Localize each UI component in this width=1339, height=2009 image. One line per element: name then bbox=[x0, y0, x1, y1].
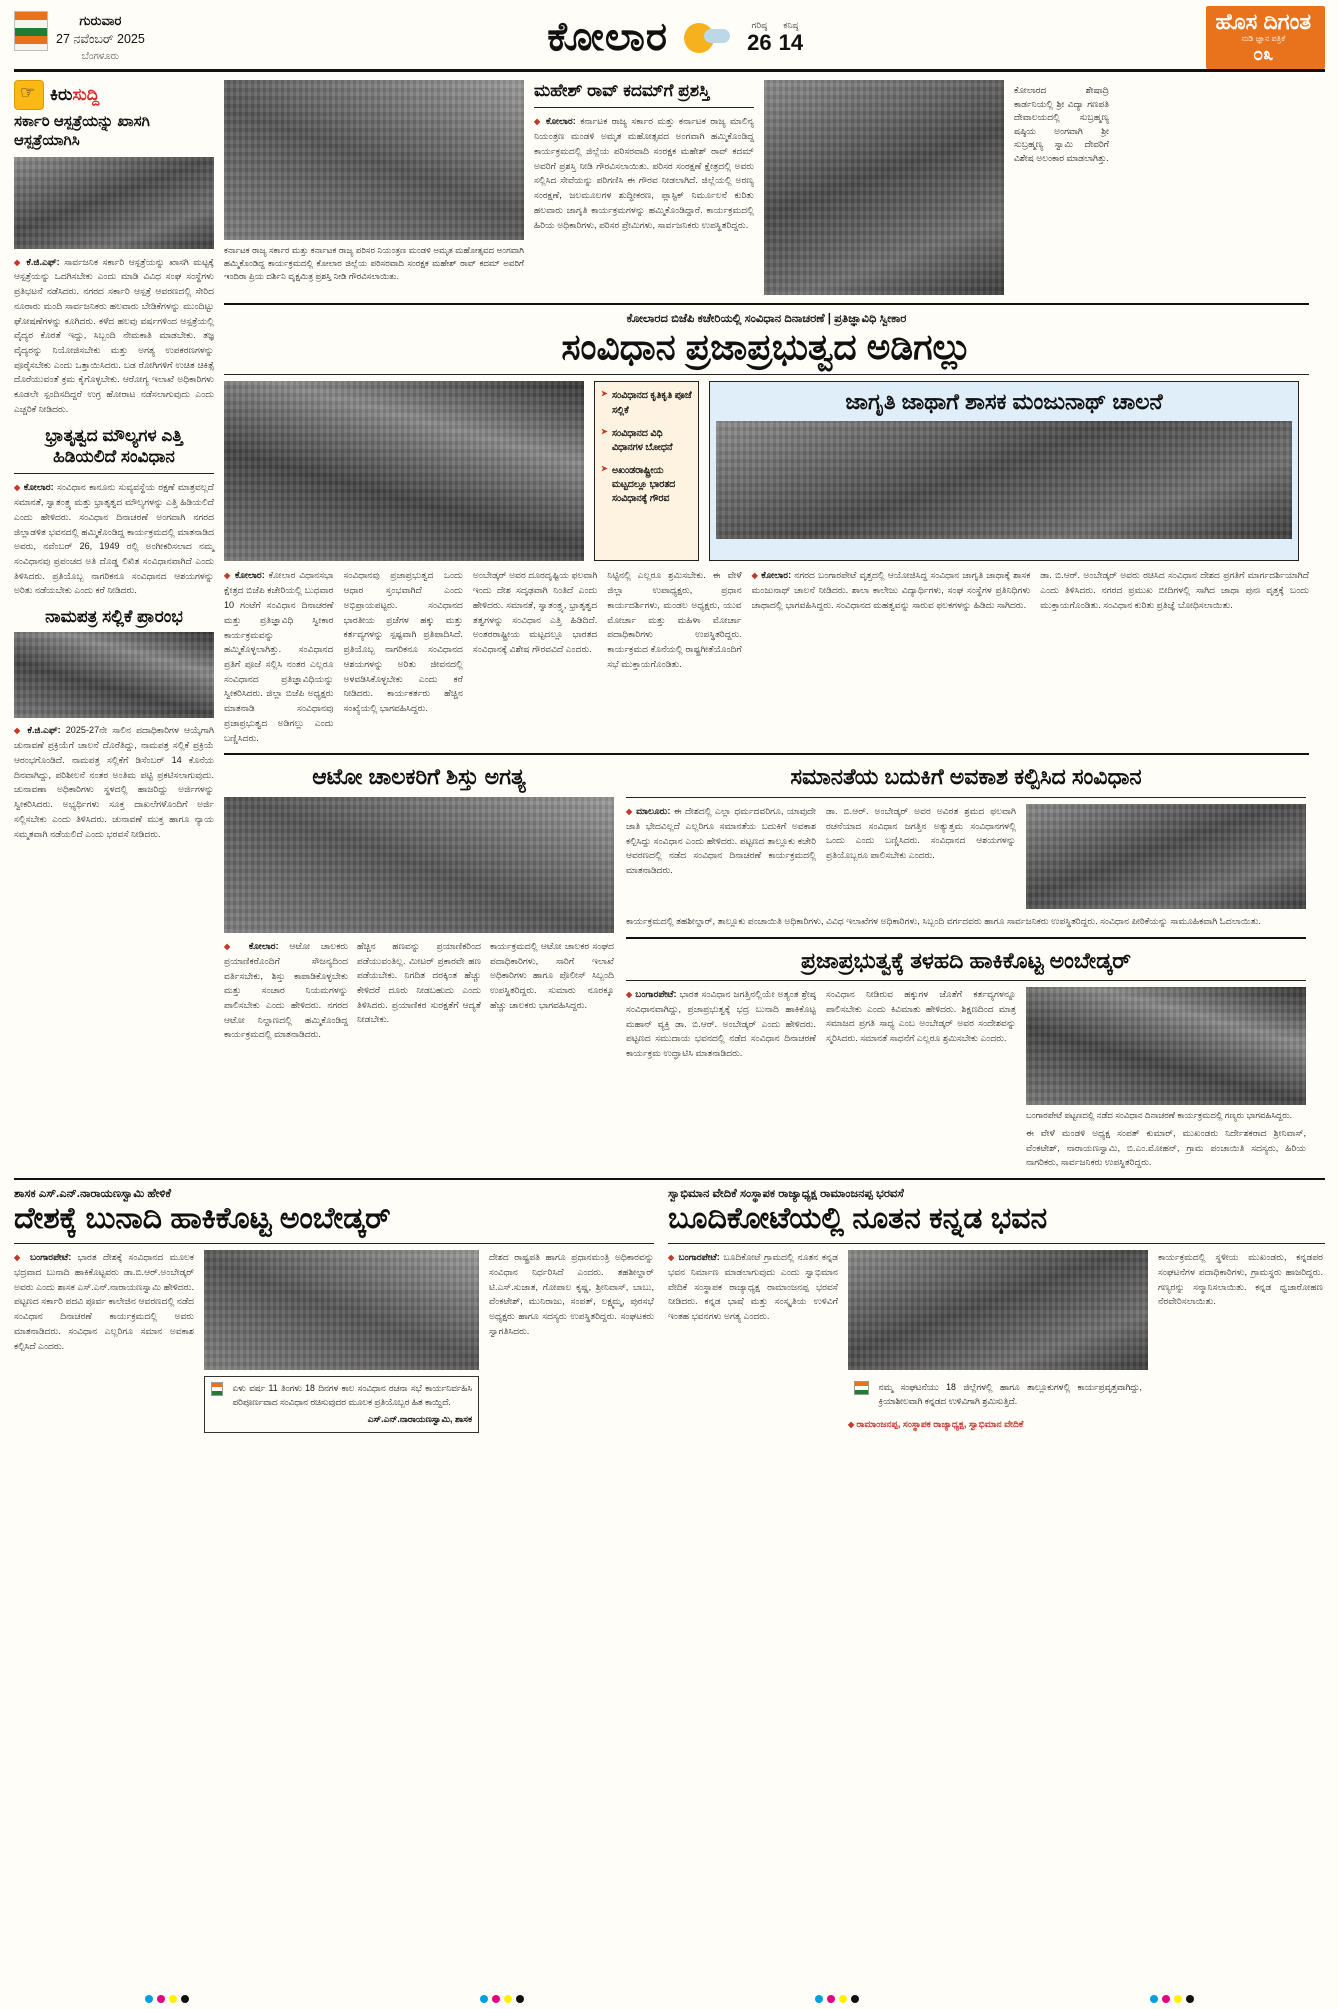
tricolour-icon bbox=[211, 1382, 223, 1396]
story2-body-text: ಸಂವಿಧಾನ ಕಾನೂನು ಸುವ್ಯವಸ್ಥೆಯ ರಕ್ಷಣೆ ಮಾತ್ರವಲ್ಲದೆ ಸಮಾನತೆ, ಸ್ವಾತಂತ್ರ್ಯ ಮತ್ತು ಭ್ರಾತೃತ್ವದ ಮೌಲ್ಯಗಳನ್ನು ಎತ್ತಿ ಹಿಡಿಯಲಿದೆ ಎಂದು ಹೇಳಿದರು. ಸಂವಿಧಾನ ದಿನಾಚರಣೆ ಅಂಗವಾಗಿ ನಗರದ ಜಿಲ್ಲಾಡಳಿತ ಭವನದಲ್ಲಿ ಹಮ್ಮಿಕೊಂಡಿದ್ದ ಕಾರ್ಯಕ್ರಮದಲ್ಲಿ ಮಾತನಾಡಿದ ಅವರು, ನವೆಂಬರ್ 26, 1949 ರಲ್ಲಿ ಅಂಗೀಕರಿಸಲಾದ ನಮ್ಮ ಸಂವಿಧಾನವು ಪ್ರಪಂಚದ ಅತಿ ದೊಡ್ಡ ಲಿಖಿತ ಸಂವಿಧಾನವಾಗಿದೆ ಎಂದು ತಿಳಿಸಿದರು. ಪ್ರತಿಯೊಬ್ಬ ನಾಗರಿಕನೂ ಸಂವಿಧಾನದ ಆಶಯಗಳನ್ನು ಅರಿತು ನಡೆಯಬೇಕು ಎಂದು ಕರೆ ನೀಡಿದರು. bbox=[14, 482, 215, 596]
top-photo-block bbox=[224, 80, 524, 295]
lead-points-list bbox=[601, 388, 692, 505]
lead-kicker: ಕೋಲಾರದ ಬಿಜೆಪಿ ಕಚೇರಿಯಲ್ಲಿ ಸಂವಿಧಾನ ದಿನಾಚರಣೆ | ಪ್ರತಿಜ್ಞಾವಿಧಿ ಸ್ವೀಕಾರ bbox=[626, 313, 907, 325]
masthead-date-text: 27 ನವೆಂಬರ್ 2025 bbox=[56, 32, 145, 47]
kirusudi-photo bbox=[14, 157, 214, 249]
bottom-left-headline: ದೇಶಕ್ಕೆ ಬುನಾದಿ ಹಾಕಿಕೊಟ್ಟ ಅಂಬೇಡ್ಕರ್ bbox=[14, 1202, 391, 1236]
divider-1 bbox=[14, 473, 214, 474]
bottom-right-story bbox=[668, 1188, 1325, 1433]
divider-5 bbox=[224, 753, 1309, 755]
temp-max bbox=[747, 20, 771, 55]
top-row bbox=[224, 80, 1309, 295]
divider-11 bbox=[668, 1243, 1325, 1244]
bottom-left-body-text-1: ಭಾರತ ದೇಶಕ್ಕೆ ಸಂವಿಧಾನದ ಮೂಲಕ ಭದ್ರವಾದ ಬುನಾದಿ ಹಾಕಿಕೊಟ್ಟವರು ಡಾ.ಬಿ.ಆರ್.ಅಂಬೇಡ್ಕರ್ ಅವರು ಎಂದು ಶಾಸಕ ಎಸ್.ಎನ್.ನಾರಾಯಣಸ್ವಾಮಿ ಹೇಳಿದರು. ಪಟ್ಟಣದ ಸರ್ಕಾರಿ ಪದವಿ ಪೂರ್ವ ಕಾಲೇಜಿನ ಆವರಣದಲ್ಲಿ ನಡೆದ ಸಂವಿಧಾನ ದಿನಾಚರಣೆ ಕಾರ್ಯಕ್ರಮದಲ್ಲಿ ಅವರು ಮಾತನಾಡಿದರು. ಸಂವಿಧಾನ ಎಲ್ಲರಿಗೂ ಸಮಾನ ಅವಕಾಶ ಕಲ್ಪಿಸಿದೆ ಎಂದರು. bbox=[14, 1252, 195, 1351]
brand-logo bbox=[1206, 6, 1325, 69]
ambedkar-mid-dateline: ◆ ಬಂಗಾರಪೇಟೆ: bbox=[626, 989, 677, 999]
divider-6 bbox=[626, 797, 1306, 798]
masthead-left bbox=[14, 11, 145, 64]
bottom-left-quote-box bbox=[204, 1376, 479, 1433]
ambedkar-mid-caption: ಬಂಗಾರಪೇಟೆ ಪಟ್ಟಣದಲ್ಲಿ ನಡೆದ ಸಂವಿಧಾನ ದಿನಾಚರಣೆ ಕಾರ್ಯಕ್ರಮದಲ್ಲಿ ಗಣ್ಯರು ಭಾಗವಹಿಸಿದ್ದರು. bbox=[1026, 1110, 1292, 1121]
bottom-right-headline: ಬೂದಿಕೋಟೆಯಲ್ಲಿ ನೂತನ ಕನ್ನಡ ಭವನ bbox=[668, 1202, 1048, 1236]
ambedkar-mid-photo bbox=[1026, 987, 1306, 1105]
kirusudi-headline: ಸರ್ಕಾರಿ ಆಸ್ಪತ್ರೆಯನ್ನು ಖಾಸಗಿ ಆಸ್ಪತ್ರೆಯಾಗಿಸಿ bbox=[14, 113, 150, 149]
divider-2 bbox=[534, 107, 754, 108]
samanate-photo-block bbox=[1026, 804, 1306, 909]
award-dateline: ◆ ಕೋಲಾರ: bbox=[534, 116, 576, 126]
pointing-hand-icon bbox=[14, 80, 44, 110]
kirusudi-badge bbox=[50, 85, 99, 105]
bottom-right-body-2: ಕಾರ್ಯಕ್ರಮದಲ್ಲಿ ಸ್ಥಳೀಯ ಮುಖಂಡರು, ಕನ್ನಡಪರ ಸಂಘಟನೆಗಳ ಪದಾಧಿಕಾರಿಗಳು, ಗ್ರಾಮಸ್ಥರು ಹಾಜರಿದ್ದರು. ಗಣ್ಯರನ್ನು ಸನ್ಮಾನಿಸಲಾಯಿತು. ಕನ್ನಡ ಧ್ವಜಾರೋಹಣ ನೆರವೇರಿಸಲಾಯಿತು. bbox=[1158, 1252, 1323, 1307]
divider-7 bbox=[626, 937, 1306, 939]
auto-story bbox=[224, 763, 614, 1170]
column-left bbox=[14, 80, 214, 1170]
bottom-left-body-1 bbox=[14, 1250, 194, 1433]
lead-upper bbox=[224, 381, 1309, 561]
ambedkar-mid-photo-block bbox=[1026, 987, 1306, 1170]
lead-photo-block bbox=[224, 381, 584, 561]
bottom-left-body-2: ದೇಶದ ರಾಷ್ಟ್ರಪತಿ ಹಾಗೂ ಪ್ರಧಾನಮಂತ್ರಿ ಅಧಿಕಾರವನ್ನು ಸಂವಿಧಾನ ನಿರ್ಧರಿಸಿದೆ ಎಂದರು. ತಹಶೀಲ್ದಾರ್ ಟಿ.ಎಸ್.ಸುಜಾತ, ಗೋಪಾಲ ಕೃಷ್ಣ, ಶ್ರೀನಿವಾಸ್, ಬಾಬು, ವೆಂಕಟೇಶ್, ಮುನಿರಾಜು, ಸಂಪತ್, ಲಕ್ಷ್ಮಮ್ಮ, ಪುರಸಭೆ ಅಧ್ಯಕ್ಷರು ಹಾಗೂ ಸದಸ್ಯರು ಉಪಸ್ಥಿತರಿದ್ದರು. ಸಂಘಟಕರು ಸ್ವಾಗತಿಸಿದರು. bbox=[489, 1252, 654, 1336]
divider-4 bbox=[224, 374, 1309, 375]
list-item: ➤ ಸಂವಿಧಾನದ ವಿಧಿ ವಿಧಾನಗಳ ಬೋಧನೆ bbox=[601, 426, 692, 454]
temp-min-value: 14 bbox=[778, 29, 804, 55]
jagruti-dateline: ◆ ಕೋಲಾರ: bbox=[752, 570, 791, 580]
bottom-band bbox=[14, 1188, 1325, 1433]
flag-icon bbox=[14, 11, 48, 51]
temple-photo bbox=[764, 80, 1004, 295]
bottom-right-body-text-1: ಬೂದಿಕೋಟೆ ಗ್ರಾಮದಲ್ಲಿ ನೂತನ ಕನ್ನಡ ಭವನ ನಿರ್ಮಾಣ ಮಾಡಲಾಗುವುದು ಎಂದು ಸ್ವಾಭಿಮಾನ ವೇದಿಕೆ ಸಂಸ್ಥಾಪಕ ರಾಜ್ಯಾಧ್ಯಕ್ಷ ರಾಮಾಂಜನಪ್ಪ ಭರವಸೆ ನೀಡಿದರು. ಕನ್ನಡ ಭಾಷೆ ಮತ್ತು ಸಂಸ್ಕೃತಿಯ ಉಳಿವಿಗೆ ಇಂತಹ ಭವನಗಳು ಅಗತ್ಯ ಎಂದರು. bbox=[668, 1252, 839, 1322]
temp-min-label: ಕನಿಷ್ಠ bbox=[783, 19, 799, 30]
jagruti-photo bbox=[716, 421, 1292, 539]
bottom-right-quote-text: ನಮ್ಮ ಸಂಘಟನೆಯು 18 ಜಿಲ್ಲೆಗಳಲ್ಲಿ ಹಾಗೂ ತಾಲ್ಲೂಕುಗಳಲ್ಲಿ ಕಾರ್ಯಪ್ರವೃತ್ತವಾಗಿದ್ದು, ಕ್ರಿಯಾಶೀಲವಾಗಿ ಕನ್ನಡದ ಉಳಿವಿಗಾಗಿ ಶ್ರಮಿಸುತ್ತಿದೆ. bbox=[878, 1382, 1142, 1406]
auto-body-3: ಕಾರ್ಯಕ್ರಮದಲ್ಲಿ ಆಟೋ ಚಾಲಕರ ಸಂಘದ ಪದಾಧಿಕಾರಿಗಳು, ಸಾರಿಗೆ ಇಲಾಖೆ ಅಧಿಕಾರಿಗಳು ಹಾಗೂ ಪೊಲೀಸ್ ಸಿಬ್ಬಂದಿ ಉಪಸ್ಥಿತರಿದ್ದರು. ಸುಮಾರು ನೂರಕ್ಕೂ ಹೆಚ್ಚು ಚಾಲಕರು ಭಾಗವಹಿಸಿದ್ದರು. bbox=[490, 940, 614, 1010]
divider-8 bbox=[626, 980, 1306, 981]
bottom-left-kicker: ಶಾಸಕ ಎಸ್.ಎನ್.ನಾರಾಯಣಸ್ವಾಮಿ ಹೇಳಿಕೆ bbox=[14, 1188, 172, 1201]
kirusudi-badge-2: ಸುದ್ದಿ bbox=[72, 85, 100, 104]
samanate-body-text-1: ಈ ದೇಶದಲ್ಲಿ ಎಲ್ಲಾ ಧರ್ಮದವರಿಗೂ, ಯಾವುದೇ ಜಾತಿ ಭೇದವಿಲ್ಲದೆ ಎಲ್ಲರಿಗೂ ಸಮಾನತೆಯ ಬದುಕಿಗೆ ಅವಕಾಶ ಕಲ್ಪಿಸಿದ್ದು ಸಂವಿಧಾನ ಎಂದು ಹೇಳಿದರು. ಪಟ್ಟಣದ ತಾಲ್ಲೂಕು ಕಚೇರಿ ಆವರಣದಲ್ಲಿ ನಡೆದ ಸಂವಿಧಾನ ದಿನಾಚರಣೆ ಕಾರ್ಯಕ್ರಮದಲ್ಲಿ ಮಾತನಾಡಿದರು. bbox=[626, 805, 817, 875]
column-main bbox=[224, 80, 1309, 1170]
lead-body-text-1: ಕೋಲಾರ ವಿಧಾನಸಭಾ ಕ್ಷೇತ್ರದ ಬಿಜೆಪಿ ಕಚೇರಿಯಲ್ಲಿ ಬುಧವಾರ 10 ಗಂಟೆಗೆ ಸಂವಿಧಾನ ದಿನಾಚರಣೆ ಮತ್ತು ಪ್ರತಿಜ್ಞಾವಿಧಿ ಸ್ವೀಕಾರ ಕಾರ್ಯಕ್ರಮವನ್ನು ಹಮ್ಮಿಕೊಳ್ಳಲಾಗಿತ್ತು. ಸಂವಿಧಾನದ ಪ್ರತಿಗೆ ಪೂಜೆ ಸಲ್ಲಿಸಿ ನಂತರ ಎಲ್ಲರೂ ಸಂವಿಧಾನದ ಪ್ರತಿಜ್ಞಾವಿಧಿಯನ್ನು ಸ್ವೀಕರಿಸಿದರು. ಜಿಲ್ಲಾ ಬಿಜೆಪಿ ಅಧ್ಯಕ್ಷರು ಮಾತನಾಡಿ ಸಂವಿಧಾನವು ಪ್ರಜಾಪ್ರಭುತ್ವದ ಅಡಿಗಲ್ಲು ಎಂದು ಬಣ್ಣಿಸಿದರು. bbox=[224, 570, 334, 743]
registration-marks bbox=[0, 1995, 1339, 2003]
temp-max-label: ಗರಿಷ್ಠ bbox=[751, 19, 768, 30]
samanate-headline: ಸಮಾನತೆಯ ಬದುಕಿಗೆ ಅವಕಾಶ ಕಲ್ಪಿಸಿದ ಸಂವಿಧಾನ bbox=[790, 764, 1142, 790]
auto-body-cols bbox=[224, 939, 614, 1042]
kirusudi-badge-1: ಕಿರು bbox=[50, 85, 73, 104]
divider-3 bbox=[224, 303, 1309, 305]
auto-photo bbox=[224, 797, 614, 933]
lead-story bbox=[224, 313, 1309, 745]
reg-mark-group bbox=[1150, 1995, 1194, 2003]
reg-mark-group bbox=[480, 1995, 524, 2003]
bottom-left-dateline: ◆ ಬಂಗಾರಪೇಟೆ: bbox=[14, 1252, 71, 1262]
cloud-icon bbox=[704, 29, 730, 43]
bottom-right-bullet bbox=[848, 1417, 1148, 1432]
masthead bbox=[14, 10, 1325, 72]
bottom-right-bullet-text: ◆ ರಾಮಾಂಜನಪ್ಪ, ಸಂಸ್ಥಾಪಕ ರಾಜ್ಯಾಧ್ಯಕ್ಷ, ಸ್ವಾಭಿಮಾನ ವೇದಿಕೆ bbox=[848, 1419, 1023, 1429]
auto-body-2: ಹೆಚ್ಚಿನ ಹಣವನ್ನು ಪ್ರಯಾಣಿಕರಿಂದ ಪಡೆಯುವಂತಿಲ್ಲ. ಮೀಟರ್ ಪ್ರಕಾರವೇ ಹಣ ಪಡೆಯಬೇಕು. ನಿಗದಿತ ದರಕ್ಕಿಂತ ಹೆಚ್ಚು ಕೇಳಿದರೆ ದೂರು ನೀಡಬಹುದು ಎಂದು ತಿಳಿಸಿದರು. ಪ್ರಯಾಣಿಕರ ಸುರಕ್ಷತೆಗೆ ಆದ್ಯತೆ ನೀಡಬೇಕು. bbox=[357, 940, 481, 1025]
award-photo-caption: ಕರ್ನಾಟಕ ರಾಜ್ಯ ಸರ್ಕಾರ ಮತ್ತು ಕರ್ನಾಟಕ ರಾಜ್ಯ ಪರಿಸರ ನಿಯಂತ್ರಣ ಮಂಡಳಿ ಅಮೃತ ಮಹೋತ್ಸವದ ಅಂಗವಾಗಿ ಹಮ್ಮಿಕೊಂಡಿದ್ದ ಕಾರ್ಯಕ್ರಮದಲ್ಲಿ ಕೋಲಾರ ಜಿಲ್ಲೆಯ ಪರಿಸರವಾದಿ ಸಂರಕ್ಷಕ ಮಹೇಶ್ ರಾವ್ ಕದಮ್ ಅವರಿಗೆ ಇಂದಿರಾ ಪ್ರಿಯ ದರ್ಶಿನಿ ವೃಕ್ಷಮಿತ್ರ ಪ್ರಶಸ್ತಿ ನೀಡಿ ಗೌರವಿಸಲಾಯಿತು. bbox=[224, 245, 524, 281]
ambedkar-mid-headline: ಪ್ರಜಾಪ್ರಭುತ್ವಕ್ಕೆ ತಳಹದಿ ಹಾಕಿಕೊಟ್ಟ ಅಂಬೇಡ್ಕರ್ bbox=[800, 947, 1131, 973]
bottom-right-dateline: ◆ ಬಂಗಾರಪೇಟೆ: bbox=[668, 1252, 720, 1262]
award-photo bbox=[224, 80, 524, 240]
masthead-date bbox=[56, 11, 145, 64]
samanate-text bbox=[626, 804, 1016, 909]
page-grid bbox=[14, 80, 1325, 1170]
award-body bbox=[534, 114, 754, 232]
divider-9 bbox=[14, 1178, 1325, 1180]
temple-caption-block bbox=[1014, 80, 1109, 295]
samanate-photo bbox=[1026, 804, 1306, 909]
ambedkar-mid-body-text-1: ಭಾರತ ಸಂವಿಧಾನ ಜಗತ್ತಿನಲ್ಲಿಯೇ ಅತ್ಯಂತ ಶ್ರೇಷ್ಠ ಸಂವಿಧಾನವಾಗಿದ್ದು, ಪ್ರಜಾಪ್ರಭುತ್ವಕ್ಕೆ ಭದ್ರ ಬುನಾದಿ ಹಾಕಿಕೊಟ್ಟ ಮಹಾನ್ ವ್ಯಕ್ತಿ ಡಾ. ಬಿ.ಆರ್. ಅಂಬೇಡ್ಕರ್ ಎಂದು ಹೇಳಿದರು. ಪಟ್ಟಣದ ಸಮುದಾಯ ಭವನದಲ್ಲಿ ನಡೆದ ಸಂವಿಧಾನ ದಿನಾಚರಣೆ ಕಾರ್ಯಕ್ರಮ ಉದ್ಘಾಟಿಸಿ ಮಾತನಾಡಿದರು. bbox=[626, 989, 817, 1059]
lead-body-3: ಅಂಬೇಡ್ಕರ್ ಅವರ ದೂರದೃಷ್ಟಿಯ ಫಲವಾಗಿ ಇಂದು ದೇಶ ಸದೃಢವಾಗಿ ನಿಂತಿದೆ ಎಂದು ಹೇಳಿದರು. ಸಮಾನತೆ, ಸ್ವಾತಂತ್ರ್ಯ, ಭ್ರಾತೃತ್ವದ ತತ್ವಗಳನ್ನು ಸಂವಿಧಾನ ಎತ್ತಿ ಹಿಡಿದಿದೆ. ಅಂತರರಾಷ್ಟ್ರೀಯ ಮಟ್ಟದಲ್ಲೂ ಭಾರತದ ಸಂವಿಧಾನಕ್ಕೆ ವಿಶೇಷ ಗೌರವವಿದೆ ಎಂದರು. bbox=[472, 570, 598, 655]
temple-caption: ಕೋಲಾರದ ಶೇಷಾದ್ರಿ ಕಾರ್ಡನಿಯಲ್ಲಿ ಶ್ರೀ ವಿದ್ಯಾ ಗಣಪತಿ ದೇವಾಲಯದಲ್ಲಿ ಸುಬ್ರಹ್ಮಣ್ಯ ಷಷ್ಠಿಯ ಅಂಗವಾಗಿ ಶ್ರೀ ಸುಬ್ರಹ್ಮಣ್ಯ ಸ್ವಾಮಿ ದೇವರಿಗೆ ವಿಶೇಷ ಅಲಂಕಾರ ಮಾಡಲಾಗಿತ್ತು. bbox=[1014, 85, 1109, 163]
samanate-cols bbox=[626, 804, 1016, 878]
story3-dateline: ◆ ಕೆ.ಜಿ.ಎಫ್: bbox=[14, 725, 61, 735]
bottom-right-row bbox=[668, 1250, 1325, 1432]
kirusudi-body bbox=[14, 255, 214, 417]
bottom-left-quote-text: ಏಳು ವರ್ಷ 11 ತಿಂಗಳು 18 ದಿನಗಳ ಕಾಲ ಸಂವಿಧಾನ ರಚನಾ ಸಭೆ ಕಾರ್ಯನಿರ್ವಹಿಸಿ ಪರಿಪೂರ್ಣವಾದ ಸಂವಿಧಾನ ರಚಿಸುವುದರ ಮೂಲಕ ಪ್ರತಿಯೊಬ್ಬರ ಹಿತ ಕಾಯ್ದಿದೆ. bbox=[232, 1383, 472, 1407]
lead-body-2: ಸಂವಿಧಾನವು ಪ್ರಜಾಪ್ರಭುತ್ವದ ಒಂದು ಆಧಾರ ಸ್ತಂಭವಾಗಿದೆ ಎಂದು ಅಭಿಪ್ರಾಯಪಟ್ಟರು. ಸಂವಿಧಾನದ ಭಾರತೀಯ ಪ್ರಜೆಗಳ ಹಕ್ಕು ಮತ್ತು ಕರ್ತವ್ಯಗಳನ್ನು ಸ್ಪಷ್ಟವಾಗಿ ಪ್ರತಿಪಾದಿಸಿದೆ. ಪ್ರತಿಯೊಬ್ಬ ನಾಗರಿಕನೂ ಸಂವಿಧಾನದ ಆಶಯಗಳನ್ನು ಅರಿತು ಜೀವನದಲ್ಲಿ ಅಳವಡಿಸಿಕೊಳ್ಳಬೇಕು ಎಂದು ಕರೆ ನೀಡಿದರು. ಕಾರ್ಯಕರ್ತರು ಹೆಚ್ಚಿನ ಸಂಖ್ಯೆಯಲ್ಲಿ ಭಾಗವಹಿಸಿದ್ದರು. bbox=[343, 570, 463, 713]
bottom-right-quote-box bbox=[848, 1376, 1148, 1413]
samanate-row bbox=[626, 804, 1306, 909]
bottom-right-photo-block bbox=[848, 1250, 1148, 1432]
auto-headline: ಆಟೋ ಚಾಲಕರಿಗೆ ಶಿಸ್ತು ಅಗತ್ಯ bbox=[312, 764, 526, 790]
story3-headline: ನಾಮಪತ್ರ ಸಲ್ಲಿಕೆ ಪ್ರಾರಂಭ bbox=[45, 607, 183, 627]
kirusudi-body-text: ಸಾರ್ವಜನಿಕ ಸರ್ಕಾರಿ ಆಸ್ಪತ್ರೆಯನ್ನು ಖಾಸಗಿ ಮಟ್ಟಕ್ಕೆ ಆಸ್ಪತ್ರೆಯನ್ನು ಒದಗಿಸಬೇಕು ಎಂದು ಮಾಡಿ ವಿವಿಧ ಸಂಘ ಸಂಸ್ಥೆಗಳು ಪ್ರತಿಭಟನೆ ನಡೆಸಿದರು. ನಗರದ ಸರ್ಕಾರಿ ಆಸ್ಪತ್ರೆ ಆವರಣದಲ್ಲಿ ಸೇರಿದ ನೂರಾರು ಮಂದಿ ಸಾರ್ವಜನಿಕರು ಹಲವಾರು ಬೇಡಿಕೆಗಳನ್ನು ಮುಂದಿಟ್ಟು ಘೋಷಣೆಗಳನ್ನು ಕೂಗಿದರು. ಕಳೆದ ಹಲವು ವರ್ಷಗಳಿಂದ ಆಸ್ಪತ್ರೆಯಲ್ಲಿ ವೈದ್ಯರ ಕೊರತೆ ಇದ್ದು, ಸಿಬ್ಬಂದಿ ನೇಮಕಾತಿ ಮಾಡಬೇಕು. ತಜ್ಞ ವೈದ್ಯರನ್ನು ನಿಯೋಜಿಸಬೇಕು ಮತ್ತು ಅಗತ್ಯ ಉಪಕರಣಗಳನ್ನು ಪೂರೈಸಬೇಕು ಎಂದು ಒತ್ತಾಯಿಸಿದರು. ಬಡ ರೋಗಿಗಳಿಗೆ ಉಚಿತ ಚಿಕಿತ್ಸೆ ದೊರೆಯುವಂತೆ ಕ್ರಮ ಕೈಗೊಳ್ಳಬೇಕು. ಆರೋಗ್ಯ ಇಲಾಖೆ ಅಧಿಕಾರಿಗಳು ಕೂಡಲೇ ಸ್ಪಂದಿಸದಿದ್ದರೆ ಉಗ್ರ ಹೋರಾಟ ನಡೆಸಲಾಗುವುದು ಎಂದು ಎಚ್ಚರಿಕೆ ನೀಡಿದರು. bbox=[14, 256, 214, 414]
tricolour-icon bbox=[854, 1381, 869, 1395]
jagruti-body-1 bbox=[752, 568, 1031, 745]
masthead-place: ಬೆಂಗಳೂರು bbox=[81, 51, 120, 63]
story2-body bbox=[14, 480, 214, 598]
award-headline: ಮಹೇಶ್ ರಾವ್ ಕದಮ್‌ಗೆ ಪ್ರಶಸ್ತಿ bbox=[534, 81, 710, 100]
right-band bbox=[626, 763, 1306, 1170]
bottom-right-body-1 bbox=[668, 1250, 838, 1432]
auto-dateline: ◆ ಕೋಲಾರ: bbox=[224, 941, 279, 951]
list-item: ➤ ಅಖಂಡರಾಷ್ಟ್ರೀಯ ಮಟ್ಟದಲ್ಲೂ ಭಾರತದ ಸಂವಿಧಾನಕ್ಕೆ ಗೌರವ bbox=[601, 463, 692, 505]
reg-mark-group bbox=[145, 1995, 189, 2003]
samanate-body-2: ಡಾ. ಬಿ.ಆರ್. ಅಂಬೇಡ್ಕರ್ ಅವರ ಅವಿರತ ಶ್ರಮದ ಫಲವಾಗಿ ರಚನೆಯಾದ ಸಂವಿಧಾನ ಜಗತ್ತಿನ ಅತ್ಯುತ್ತಮ ಸಂವಿಧಾನಗಳಲ್ಲಿ ಒಂದು ಎಂದು ಬಣ್ಣಿಸಿದರು. ಸಂವಿಧಾನದ ಆಶಯಗಳನ್ನು ಪ್ರತಿಯೊಬ್ಬರೂ ಪಾಲಿಸಬೇಕು ಎಂದರು. bbox=[826, 805, 1016, 860]
brand-tagline: ನುಡಿ ಜ್ಞಾನ ಪತ್ರಿಕೆ bbox=[1241, 34, 1286, 44]
ambedkar-mid-row bbox=[626, 987, 1306, 1170]
bottom-left-row bbox=[14, 1250, 654, 1433]
page-number: ೦೩ bbox=[1253, 44, 1274, 65]
ambedkar-mid-body-3: ಈ ವೇಳೆ ಮಂಡಳಿ ಅಧ್ಯಕ್ಷ ಸಂಪತ್ ಕುಮಾರ್, ಮುಖಂಡರು ನಿರ್ದೇಶಕರಾದ ಶ್ರೀನಿವಾಸ್, ವೆಂಕಟೇಶ್, ನಾರಾಯಣಸ್ವಾಮಿ, ಬಿ.ಎಂ.ಮೋಹನ್, ಗ್ರಾಮ ಪಂಚಾಯಿತಿ ಸದಸ್ಯರು, ಹಿರಿಯ ನಾಗರಿಕರು, ಸಾರ್ವಜನಿಕರು ಉಪಸ್ಥಿತರಿದ್ದರು. bbox=[1026, 1127, 1306, 1168]
story3-body-text: 2025-27ನೇ ಸಾಲಿನ ಪದಾಧಿಕಾರಿಗಳ ಆಯ್ಕೆಗಾಗಿ ಚುನಾವಣೆ ಪ್ರಕ್ರಿಯೆಗೆ ಚಾಲನೆ ದೊರೆತಿದ್ದು, ನಾಮಪತ್ರ ಸಲ್ಲಿಕೆ ಪ್ರಕ್ರಿಯೆ ಆರಂಭಗೊಂಡಿದೆ. ನಾಮಪತ್ರ ಸಲ್ಲಿಕೆಗೆ ಡಿಸೆಂಬರ್ 14 ಕೊನೆಯ ದಿನವಾಗಿದ್ದು, ಪರಿಶೀಲನೆ ನಂತರ ಅಂತಿಮ ಪಟ್ಟಿ ಪ್ರಕಟಿಸಲಾಗುವುದು. ಚುನಾವಣಾ ಅಧಿಕಾರಿಗಳು ಸ್ಥಳದಲ್ಲಿ ಹಾಜರಿದ್ದು ಅರ್ಜಿಗಳನ್ನು ಸ್ವೀಕರಿಸಿದರು. ಅಭ್ಯರ್ಥಿಗಳು ಸೂಕ್ತ ದಾಖಲೆಗಳೊಂದಿಗೆ ಅರ್ಜಿ ಸಲ್ಲಿಸಬೇಕು ಎಂದು ತಿಳಿಸಿದರು. ಚುನಾವಣೆ ಮುಕ್ತ ಹಾಗೂ ನ್ಯಾಯ ಸಮ್ಮತವಾಗಿ ನಡೆಯಲಿದೆ ಎಂದು ಭರವಸೆ ನೀಡಿದರು. bbox=[14, 725, 215, 839]
temp-min bbox=[779, 20, 803, 55]
award-body-text: ಕರ್ನಾಟಕ ರಾಜ್ಯ ಸರ್ಕಾರ ಮತ್ತು ಕರ್ನಾಟಕ ರಾಜ್ಯ ಮಾಲಿನ್ಯ ನಿಯಂತ್ರಣ ಮಂಡಳಿ ಅಮೃತ ಮಹೋತ್ಸವದ ಅಂಗವಾಗಿ ಹಮ್ಮಿಕೊಂಡಿದ್ದ ಕಾರ್ಯಕ್ರಮದಲ್ಲಿ ಜಿಲ್ಲೆಯ ಪರಿಸರವಾದಿ ಸಂರಕ್ಷಕ ಮಹೇಶ್ ರಾವ್ ಕದಮ್ ಅವರಿಗೆ ಪ್ರಶಸ್ತಿ ನೀಡಿ ಗೌರವಿಸಲಾಯಿತು. ಪರಿಸರ ಸಂರಕ್ಷಣೆ ಕ್ಷೇತ್ರದಲ್ಲಿ ಅವರು ಸಲ್ಲಿಸಿದ ಸೇವೆಯನ್ನು ಪರಿಗಣಿಸಿ ಈ ಗೌರವ ನೀಡಲಾಗಿದೆ. ಜಿಲ್ಲೆಯಲ್ಲಿ ಅರಣ್ಯ ಸಂರಕ್ಷಣೆ, ಜಲಮೂಲಗಳ ಶುದ್ಧೀಕರಣ, ಪ್ಲಾಸ್ಟಿಕ್ ನಿರ್ಮೂಲನೆ ಕುರಿತು ಹಲವಾರು ಜಾಗೃತಿ ಕಾರ್ಯಕ್ರಮಗಳನ್ನು ಹಮ್ಮಿಕೊಂಡಿದ್ದಾರೆ. ಕಾರ್ಯಕ್ರಮದಲ್ಲಿ ಹಿರಿಯ ಅಧಿಕಾರಿಗಳು, ಪರಿಸರ ಪ್ರೇಮಿಗಳು, ಸಾರ್ವಜನಿಕರು ಉಪಸ್ಥಿತರಿದ್ದರು. bbox=[534, 116, 754, 230]
lead-lower bbox=[224, 568, 1309, 745]
weather-widget bbox=[684, 20, 803, 55]
jagruti-body-text-1: ನಗರದ ಬಂಗಾರಪೇಟೆ ವೃತ್ತದಲ್ಲಿ ಆಯೋಜಿಸಿದ್ದ ಸಂವಿಧಾನ ಜಾಗೃತಿ ಜಾಥಾಕ್ಕೆ ಶಾಸಕ ಮಂಜುನಾಥ್ ಚಾಲನೆ ನೀಡಿದರು. ಶಾಲಾ ಕಾಲೇಜು ವಿದ್ಯಾರ್ಥಿಗಳು, ಸಂಘ ಸಂಸ್ಥೆಗಳ ಪ್ರತಿನಿಧಿಗಳು ಜಾಥಾದಲ್ಲಿ ಭಾಗವಹಿಸಿದ್ದರು. ಸಂವಿಧಾನದ ಮಹತ್ವವನ್ನು ಸಾರುವ ಫಲಕಗಳನ್ನು ಹಿಡಿದು ಸಾಗಿದರು. bbox=[751, 570, 1031, 611]
auto-body-text-1: ಆಟೋ ಚಾಲಕರು ಪ್ರಯಾಣಿಕರೊಂದಿಗೆ ಸೌಜನ್ಯದಿಂದ ವರ್ತಿಸಬೇಕು, ಶಿಸ್ತು ಕಾಪಾಡಿಕೊಳ್ಳಬೇಕು ಮತ್ತು ಸಂಚಾರ ನಿಯಮಗಳನ್ನು ಪಾಲಿಸಬೇಕು ಎಂದು ಹೇಳಿದರು. ನಗರದ ಆಟೋ ನಿಲ್ದಾಣದಲ್ಲಿ ಹಮ್ಮಿಕೊಂಡಿದ್ದ ಕಾರ್ಯಕ್ರಮದಲ್ಲಿ ಮಾತನಾಡಿದರು. bbox=[224, 940, 348, 1040]
award-story bbox=[534, 80, 754, 295]
lead-photo bbox=[224, 381, 584, 561]
bottom-right-photo bbox=[848, 1250, 1148, 1370]
samanate-body-3: ಕಾರ್ಯಕ್ರಮದಲ್ಲಿ ತಹಶೀಲ್ದಾರ್, ತಾಲ್ಲೂಕು ಪಂಚಾಯಿತಿ ಅಧಿಕಾರಿಗಳು, ವಿವಿಧ ಇಲಾಖೆಗಳ ಅಧಿಕಾರಿಗಳು, ಸಿಬ್ಬಂದಿ ವರ್ಗದವರು ಹಾಗೂ ಸಾರ್ವಜನಿಕರು ಉಪಸ್ಥಿತರಿದ್ದರು. ಸಂವಿಧಾನ ಪೀಠಿಕೆಯನ್ನು ಸಾಮೂಹಿಕವಾಗಿ ಓದಲಾಯಿತು. bbox=[626, 915, 1261, 926]
lead-dateline: ◆ ಕೋಲಾರ: bbox=[224, 570, 265, 580]
second-band bbox=[224, 763, 1309, 1170]
bottom-left-story bbox=[14, 1188, 654, 1433]
masthead-day: ಗುರುವಾರ bbox=[79, 12, 122, 28]
story3-photo bbox=[14, 632, 214, 718]
temple-photo-block bbox=[764, 80, 1004, 295]
divider-10 bbox=[14, 1243, 654, 1244]
reg-mark-group bbox=[815, 1995, 859, 2003]
story2-headline: ಭ್ರಾತೃತ್ವದ ಮೌಲ್ಯಗಳ ಎತ್ತಿ ಹಿಡಿಯಲಿದೆ ಸಂವಿಧಾನ bbox=[45, 425, 183, 466]
bottom-right-kicker: ಸ್ವಾಭಿಮಾನ ವೇದಿಕೆ ಸಂಸ್ಥಾಪಕ ರಾಜ್ಯಾಧ್ಯಕ್ಷ ರಾಮಾಂಜನಪ್ಪ ಭರವಸೆ bbox=[668, 1188, 904, 1201]
bottom-left-quote-sign: ಎಸ್.ಎನ್.ನಾರಾಯಣಸ್ವಾಮಿ, ಶಾಸಕ bbox=[367, 1414, 472, 1425]
bottom-left-photo bbox=[204, 1250, 479, 1370]
list-item: ➤ ಸಂವಿಧಾನದ ಕೃತಿಕೃತಿ ಪೂಜೆ ಸಲ್ಲಿಕೆ bbox=[601, 388, 692, 416]
auto-body-1 bbox=[224, 939, 348, 1042]
brand-name: ಹೊಸ ದಿಗಂತ bbox=[1215, 8, 1311, 34]
samanate-body-1 bbox=[626, 804, 816, 878]
lead-body-1 bbox=[224, 568, 333, 745]
bottom-left-photo-block bbox=[204, 1250, 479, 1433]
temp-max-value: 26 bbox=[747, 29, 772, 55]
jagruti-box bbox=[709, 381, 1299, 561]
story2-dateline: ◆ ಕೋಲಾರ: bbox=[14, 482, 54, 492]
page-title: ಕೋಲಾರ bbox=[547, 15, 669, 59]
jagruti-body-2: ಡಾ. ಬಿ.ಆರ್. ಅಂಬೇಡ್ಕರ್ ಅವರು ರಚಿಸಿದ ಸಂವಿಧಾನ ದೇಶದ ಪ್ರಗತಿಗೆ ಮಾರ್ಗದರ್ಶಿಯಾಗಿದೆ ಎಂದು ತಿಳಿಸಿದರು. ನಗರದ ಪ್ರಮುಖ ಬೀದಿಗಳಲ್ಲಿ ಸಾಗಿದ ಜಾಥಾ ಪುನಃ ವೃತ್ತಕ್ಕೆ ಬಂದು ಮುಕ್ತಾಯಗೊಂಡಿತು. ಸಂವಿಧಾನ ಕುರಿತು ಪ್ರತಿಜ್ಞೆ ಬೋಧಿಸಲಾಯಿತು. bbox=[1040, 570, 1309, 610]
lead-points-box bbox=[594, 381, 699, 561]
lead-body-4: ನಿಟ್ಟಿನಲ್ಲಿ ಎಲ್ಲರೂ ಶ್ರಮಿಸಬೇಕು. ಈ ವೇಳೆ ಜಿಲ್ಲಾ ಉಪಾಧ್ಯಕ್ಷರು, ಪ್ರಧಾನ ಕಾರ್ಯದರ್ಶಿಗಳು, ಮಂಡಲ ಅಧ್ಯಕ್ಷರು, ಯುವ ಮೋರ್ಚಾ ಮತ್ತು ಮಹಿಳಾ ಮೋರ್ಚಾ ಪದಾಧಿಕಾರಿಗಳು ಉಪಸ್ಥಿತರಿದ್ದರು. ಕಾರ್ಯಕ್ರಮದ ಕೊನೆಯಲ್ಲಿ ರಾಷ್ಟ್ರಗೀತೆಯೊಂದಿಗೆ ಸಭೆ ಮುಕ್ತಾಯಗೊಂಡಿತು. bbox=[607, 570, 742, 669]
ambedkar-mid-text bbox=[626, 987, 1016, 1170]
jagruti-headline: ಜಾಗೃತಿ ಜಾಥಾಗೆ ಶಾಸಕ ಮಂಜುನಾಥ್ ಚಾಲನೆ bbox=[845, 389, 1163, 415]
samanate-dateline: ◆ ಮಾಲೂರು: bbox=[626, 806, 670, 816]
kirusudi-dateline: ◆ ಕೆ.ಜಿ.ಎಫ್: bbox=[14, 257, 60, 267]
ambedkar-mid-body-2: ಸಂವಿಧಾನ ನೀಡಿರುವ ಹಕ್ಕುಗಳ ಜೊತೆಗೆ ಕರ್ತವ್ಯಗಳನ್ನೂ ಪಾಲಿಸಬೇಕು ಎಂದು ಕಿವಿಮಾತು ಹೇಳಿದರು. ಶಿಕ್ಷಣದಿಂದ ಮಾತ್ರ ಸಮಾಜದ ಪ್ರಗತಿ ಸಾಧ್ಯ ಎಂಬ ಅಂಬೇಡ್ಕರ್ ಅವರ ಸಂದೇಶವನ್ನು ಸ್ಮರಿಸಿದರು. ಸಮಾನತೆ ಸಾಧನೆಗೆ ಎಲ್ಲರೂ ಶ್ರಮಿಸಬೇಕು ಎಂದರು. bbox=[826, 989, 1016, 1044]
story3-body bbox=[14, 723, 214, 841]
lead-headline: ಸಂವಿಧಾನ ಪ್ರಜಾಪ್ರಭುತ್ವದ ಅಡಿಗಲ್ಲು bbox=[561, 326, 972, 367]
ambedkar-mid-body-1 bbox=[626, 987, 816, 1170]
kirusudi-header bbox=[14, 80, 214, 110]
